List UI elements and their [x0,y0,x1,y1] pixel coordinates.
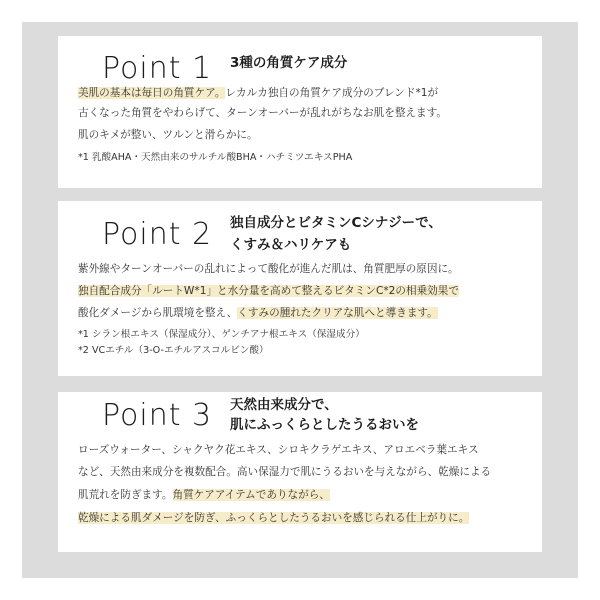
body-line: 独自配合成分「ルートW*1」と水分量を高めて整えるビタミンC*2の相乗効果で [78,285,459,297]
point-label: Point 1 [102,51,213,86]
body-line: 古くなった角質をやわらげて、ターンオーバーが乱れがちなお肌を整えます。 [78,107,447,119]
point-card-1 [58,36,542,188]
body-line: ローズウォーター、シャクヤク花エキス、シロキクラゲエキス、アロエベラ葉エキス [78,444,479,456]
point-card-3 [58,392,542,552]
point-heading: 天然由来成分で、 [230,397,338,413]
body-line: 紫外線やターンオーバーの乱れによって酸化が進んだ肌は、角質肥厚の原因に。 [78,263,459,275]
point-card-2 [58,201,542,376]
point-label: Point 3 [102,398,213,433]
point-heading: くすみ＆ハリケアも [230,237,352,253]
body-line: 乾燥による肌ダメージを防ぎ、ふっくらとしたうるおいを感じられる仕上がりに。 [78,512,470,524]
body-line: など、天然由来成分を複数配合。高い保湿力で肌にうるおいを与えながら、乾燥による [78,466,492,478]
footnote: *1 シラン根エキス（保湿成分）、ゲンチアナ根エキス（保湿成分） [78,329,365,340]
point-label: Point 2 [102,217,213,252]
point-heading: 3種の角質ケア成分 [230,55,348,71]
body-line: 肌荒れを防ぎます。角質ケアアイテムでありながら、 [78,489,330,501]
footnote: *2 VCエチル（3-O-エチルアスコルビン酸） [78,345,269,356]
footnote: *1 乳酸AHA・天然由来のサルチル酸BHA・ハチミツエキスPHA [78,152,353,163]
point-heading: 肌にふっくらとしたうるおいを [230,417,419,433]
point-heading: 独自成分とビタミンCシナジーで、 [230,215,442,231]
body-line: 肌のキメが整い、ツルンと滑らかに。 [78,129,258,141]
body-line: 美肌の基本は毎日の角質ケア。レカルカ独自の角質ケア成分のブレンド*1が [78,87,439,99]
body-line: 酸化ダメージから肌環境を整え、くすみの腫れたクリアな肌へと導きます。 [78,307,438,319]
